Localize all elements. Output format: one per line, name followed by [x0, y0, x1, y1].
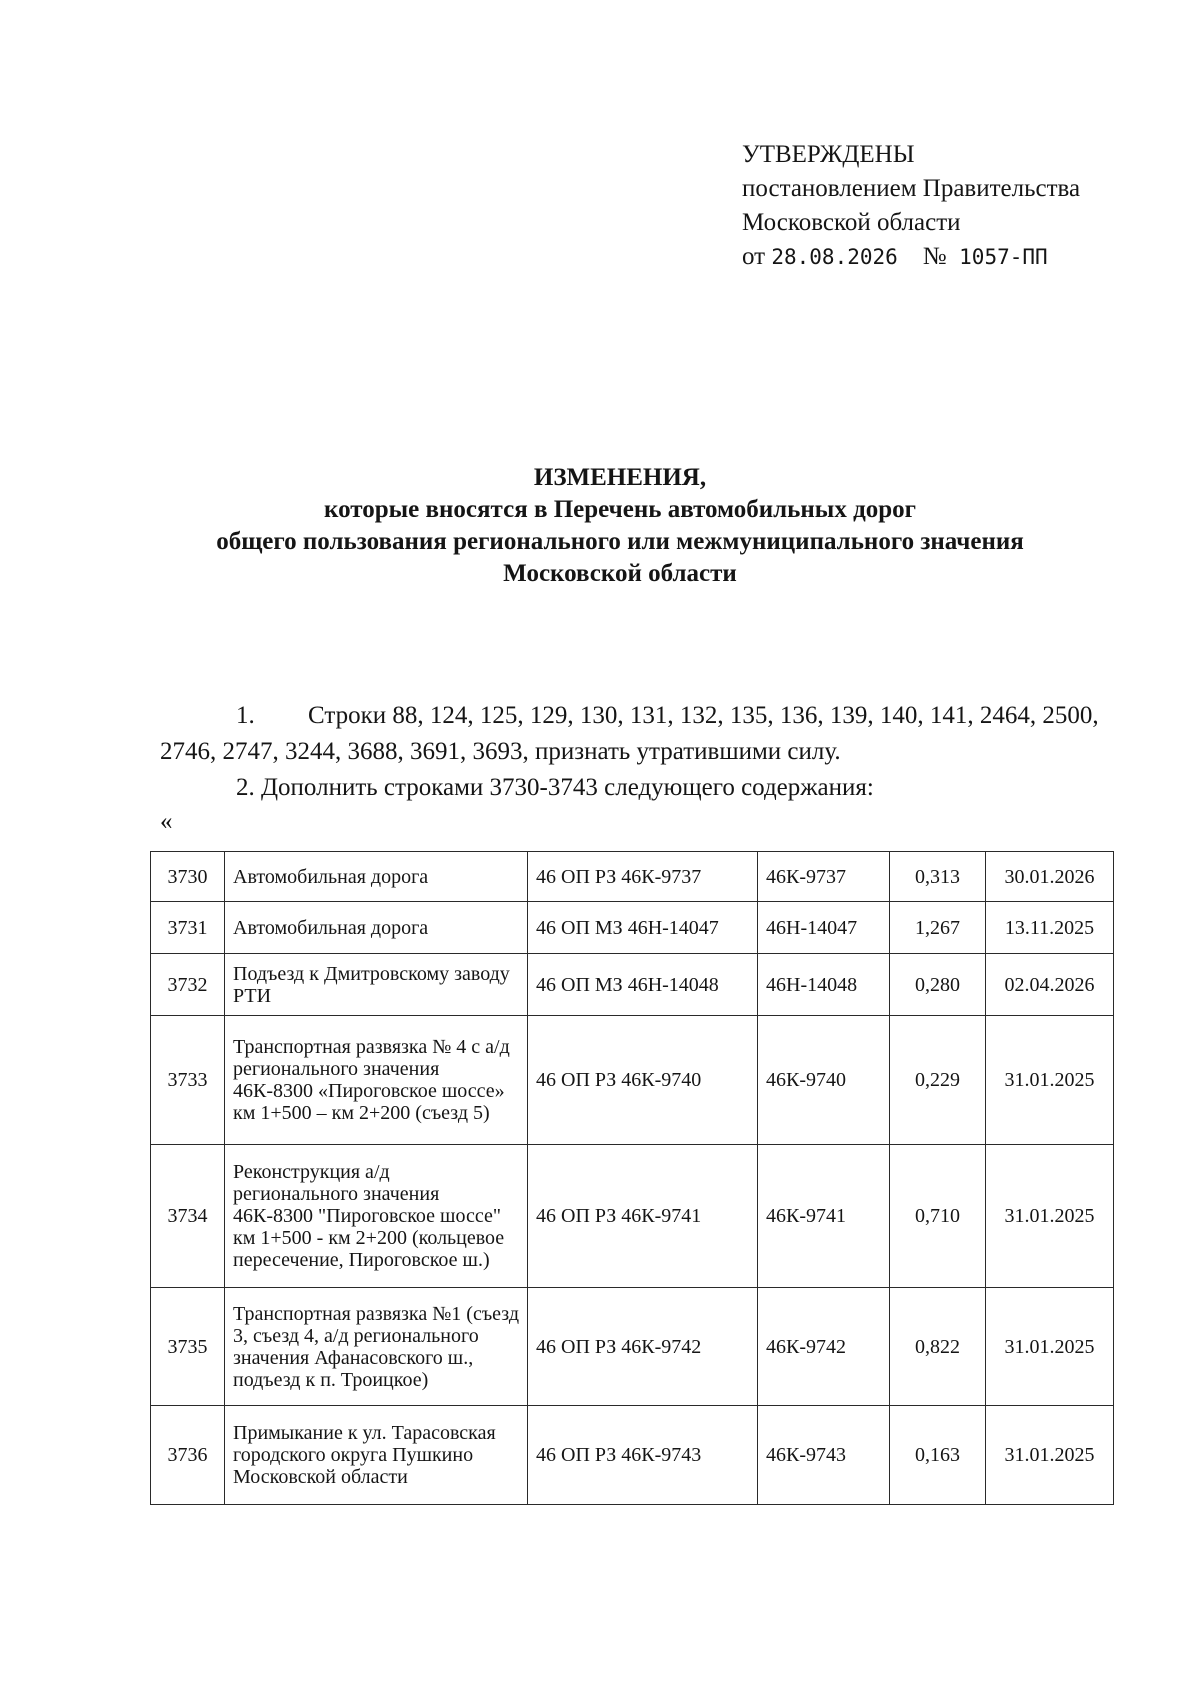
- date-prefix: от: [742, 243, 766, 270]
- approval-line: Московской области: [742, 209, 961, 236]
- approval-number: 1057-ПП: [959, 245, 1048, 269]
- title-line: Московской области: [503, 560, 737, 587]
- road-code-cell: 46К-9741: [758, 1145, 890, 1288]
- road-length-cell: 0,163: [890, 1406, 986, 1505]
- row-number-cell: 3736: [151, 1406, 225, 1505]
- roads-table: [150, 851, 1114, 1505]
- row-number-cell: 3733: [151, 1016, 225, 1145]
- road-id-cell: 46 ОП РЗ 46К-9737: [528, 852, 758, 902]
- road-id-cell: 46 ОП РЗ 46К-9741: [528, 1145, 758, 1288]
- road-name-cell: Транспортная развязка №1 (съезд 3, съезд 4, а/д регионального значения Афанасовского ш., подъезд к п. Троицкое): [225, 1288, 528, 1406]
- date-cell: 31.01.2025: [986, 1016, 1114, 1145]
- date-cell: 31.01.2025: [986, 1145, 1114, 1288]
- date-cell: 02.04.2026: [986, 954, 1114, 1016]
- road-code-cell: 46К-9742: [758, 1288, 890, 1406]
- road-code-cell: 46К-9737: [758, 852, 890, 902]
- row-number-cell: 3731: [151, 902, 225, 954]
- road-id-cell: 46 ОП РЗ 46К-9743: [528, 1406, 758, 1505]
- road-id-cell: 46 ОП МЗ 46Н-14048: [528, 954, 758, 1016]
- table-row: [151, 1145, 1114, 1288]
- title-line: которые вносятся в Перечень автомобильных дорог: [324, 496, 916, 523]
- title-line: общего пользования регионального или межмуниципального значения: [216, 528, 1024, 555]
- date-cell: 13.11.2025: [986, 902, 1114, 954]
- row-number-cell: 3734: [151, 1145, 225, 1288]
- row-number-cell: 3730: [151, 852, 225, 902]
- road-id-cell: 46 ОП МЗ 46Н-14047: [528, 902, 758, 954]
- road-length-cell: 0,822: [890, 1288, 986, 1406]
- table-row: [151, 902, 1114, 954]
- date-cell: 31.01.2025: [986, 1406, 1114, 1505]
- road-code-cell: 46Н-14048: [758, 954, 890, 1016]
- road-name-cell: Транспортная развязка № 4 с а/д регионального значения 46К-8300 «Пироговское шоссе» км 1+500 – км 2+200 (съезд 5): [225, 1016, 528, 1145]
- table-row: [151, 1016, 1114, 1145]
- table-row: [151, 1288, 1114, 1406]
- row-number-cell: 3732: [151, 954, 225, 1016]
- road-length-cell: 0,313: [890, 852, 986, 902]
- road-name-cell: Автомобильная дорога: [225, 902, 528, 954]
- title-line: ИЗМЕНЕНИЯ,: [533, 464, 707, 491]
- road-name-cell: Автомобильная дорога: [225, 852, 528, 902]
- road-code-cell: 46Н-14047: [758, 902, 890, 954]
- paragraph-2: 2. Дополнить строками 3730-3743 следующего содержания:: [236, 774, 874, 801]
- table-row: [151, 954, 1114, 1016]
- road-name-cell: Подъезд к Дмитровскому заводу РТИ: [225, 954, 528, 1016]
- paragraph-text: Строки 88, 124, 125, 129, 130, 131, 132, 135, 136, 139, 140, 141, 2464, 2500, 2746, 2747, 3244, 3688, 3691, 3693, признать утратившими силу.: [160, 702, 1099, 765]
- road-code-cell: 46К-9740: [758, 1016, 890, 1145]
- road-length-cell: 1,267: [890, 902, 986, 954]
- date-cell: 31.01.2025: [986, 1288, 1114, 1406]
- table-row: [151, 1406, 1114, 1505]
- road-code-cell: 46К-9743: [758, 1406, 890, 1505]
- paragraph-number: 1.: [236, 702, 255, 729]
- road-id-cell: 46 ОП РЗ 46К-9740: [528, 1016, 758, 1145]
- road-length-cell: 0,710: [890, 1145, 986, 1288]
- road-id-cell: 46 ОП РЗ 46К-9742: [528, 1288, 758, 1406]
- document-title: [120, 462, 1120, 590]
- road-length-cell: 0,280: [890, 954, 986, 1016]
- row-number-cell: 3735: [151, 1288, 225, 1406]
- road-name-cell: Реконструкция а/д регионального значения 46К-8300 "Пироговское шоссе" км 1+500 - км 2+200 (кольцевое пересечение, Пироговское ш.): [225, 1145, 528, 1288]
- road-name-cell: Примыкание к ул. Тарасовская городского округа Пушкино Московской области: [225, 1406, 528, 1505]
- approval-date-line: [742, 240, 1080, 274]
- approval-block: [742, 138, 1080, 274]
- number-sign: №: [922, 243, 947, 270]
- approval-date: 28.08.2026: [771, 245, 898, 269]
- approval-line: постановлением Правительства: [742, 175, 1081, 202]
- open-quote: «: [160, 808, 173, 835]
- date-cell: 30.01.2026: [986, 852, 1114, 902]
- table-row: [151, 852, 1114, 902]
- paragraph-1: [160, 698, 1140, 770]
- approval-heading: УТВЕРЖДЕНЫ: [742, 141, 915, 168]
- road-length-cell: 0,229: [890, 1016, 986, 1145]
